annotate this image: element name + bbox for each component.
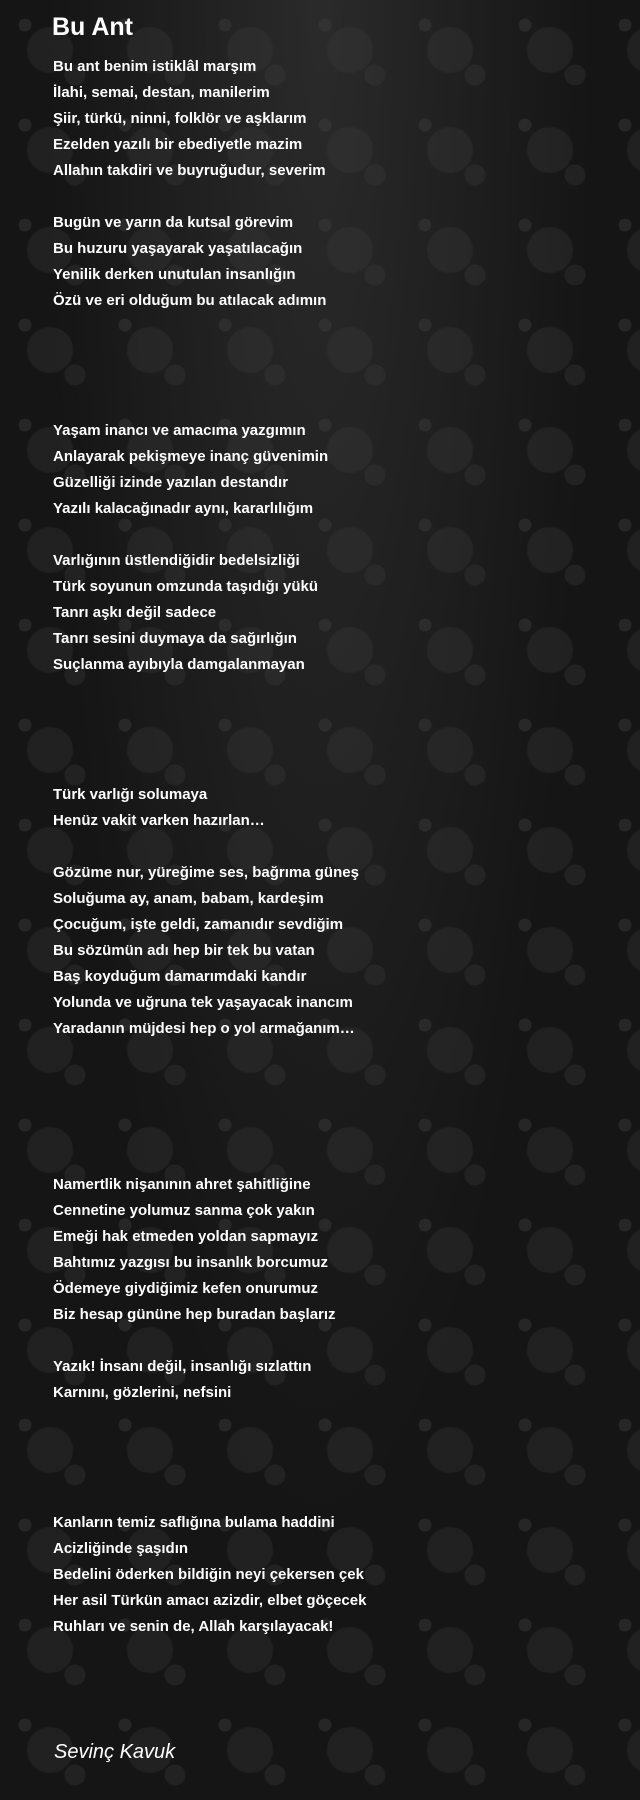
- poem-line: Bedelini öderken bildiğin neyi çekersen çek: [53, 1566, 364, 1583]
- section-spacer: [53, 314, 623, 418]
- poem-body: [53, 54, 623, 1640]
- poem-line: Cennetine yolumuz sanma çok yakın: [53, 1202, 315, 1219]
- stanza: [53, 1354, 623, 1406]
- poem-line: Bugün ve yarın da kutsal görevim: [53, 214, 294, 231]
- poem-author: Sevinç Kavuk: [54, 1741, 176, 1763]
- stanza: [53, 782, 623, 834]
- section-spacer: [53, 1042, 623, 1172]
- poem-line: Kanların temiz saflığına bulama haddini: [53, 1514, 335, 1531]
- poem-line: Yazık! İnsanı değil, insanlığı sızlattın: [53, 1358, 312, 1375]
- poem-line: Ödemeye giydiğimiz kefen onurumuz: [53, 1280, 319, 1297]
- poem-line: Tanrı sesini duymaya da sağırlığın: [53, 630, 297, 647]
- section-spacer: [53, 1406, 623, 1510]
- poem-line: Henüz vakit varken hazırlan…: [53, 812, 265, 829]
- poem-line: Acizliğinde şaşıdın: [53, 1540, 189, 1557]
- poem-line: Özü ve eri olduğum bu atılacak adımın: [53, 292, 327, 309]
- poem-line: Çocuğum, işte geldi, zamanıdır sevdiğim: [53, 916, 344, 933]
- poem-title: Bu Ant: [52, 13, 133, 41]
- poem-line: Tanrı aşkı değil sadece: [53, 604, 217, 621]
- poem-line: Emeği hak etmeden yoldan sapmayız: [53, 1228, 319, 1245]
- poem-line: Güzelliği izinde yazılan destandır: [53, 474, 289, 491]
- poem-line: Yaradanın müjdesi hep o yol armağanım…: [53, 1020, 355, 1037]
- stanza: [53, 54, 623, 184]
- poem-line: Baş koyduğum damarımdaki kandır: [53, 968, 307, 985]
- stanza: [53, 418, 623, 522]
- poem-line: Ruhları ve senin de, Allah karşılayacak!: [53, 1618, 334, 1635]
- section-spacer: [53, 678, 623, 782]
- stanza-spacer: [53, 1328, 623, 1354]
- poem-line: Allahın takdiri ve buyruğudur, severim: [53, 162, 326, 179]
- poem-line: Gözüme nur, yüreğime ses, bağrıma güneş: [53, 864, 359, 881]
- poem-line: Her asil Türkün amacı azizdir, elbet göçecek: [53, 1592, 367, 1609]
- poem-line: Yenilik derken unutulan insanlığın: [53, 266, 296, 283]
- poem-line: Türk varlığı solumaya: [53, 786, 208, 803]
- poem-line: İlahi, semai, destan, manilerim: [53, 84, 270, 101]
- poem-line: Namertlik nişanının ahret şahitliğine: [53, 1176, 311, 1193]
- poem-line: Yazılı kalacağınadır aynı, kararlılığım: [53, 500, 314, 517]
- poem-line: Bahtımız yazgısı bu insanlık borcumuz: [53, 1254, 329, 1271]
- poem-line: Bu ant benim istiklâl marşım: [53, 58, 257, 75]
- stanza: [53, 860, 623, 1042]
- stanza-spacer: [53, 834, 623, 860]
- stanza-spacer: [53, 184, 623, 210]
- poem-line: Varlığının üstlendiğidir bedelsizliği: [53, 552, 300, 569]
- stanza: [53, 210, 623, 314]
- poem-line: Yolunda ve uğruna tek yaşayacak inancım: [53, 994, 353, 1011]
- poem-line: Karnını, gözlerini, nefsini: [53, 1384, 232, 1401]
- poem-line: Anlayarak pekişmeye inanç güvenimin: [53, 448, 329, 465]
- poem-line: Soluğuma ay, anam, babam, kardeşim: [53, 890, 324, 907]
- poem-line: Şiir, türkü, ninni, folklör ve aşklarım: [53, 110, 307, 127]
- poem-line: Biz hesap gününe hep buradan başlarız: [53, 1306, 336, 1323]
- poem-line: Suçlanma ayıbıyla damgalanmayan: [53, 656, 305, 673]
- stanza: [53, 548, 623, 678]
- stanza: [53, 1510, 623, 1640]
- poem-line: Bu sözümün adı hep bir tek bu vatan: [53, 942, 315, 959]
- poem-line: Yaşam inancı ve amacıma yazgımın: [53, 422, 306, 439]
- stanza: [53, 1172, 623, 1328]
- stanza-spacer: [53, 522, 623, 548]
- poem-line: Bu huzuru yaşayarak yaşatılacağın: [53, 240, 303, 257]
- poem-line: Ezelden yazılı bir ebediyetle mazim: [53, 136, 303, 153]
- poem-line: Türk soyunun omzunda taşıdığı yükü: [53, 578, 319, 595]
